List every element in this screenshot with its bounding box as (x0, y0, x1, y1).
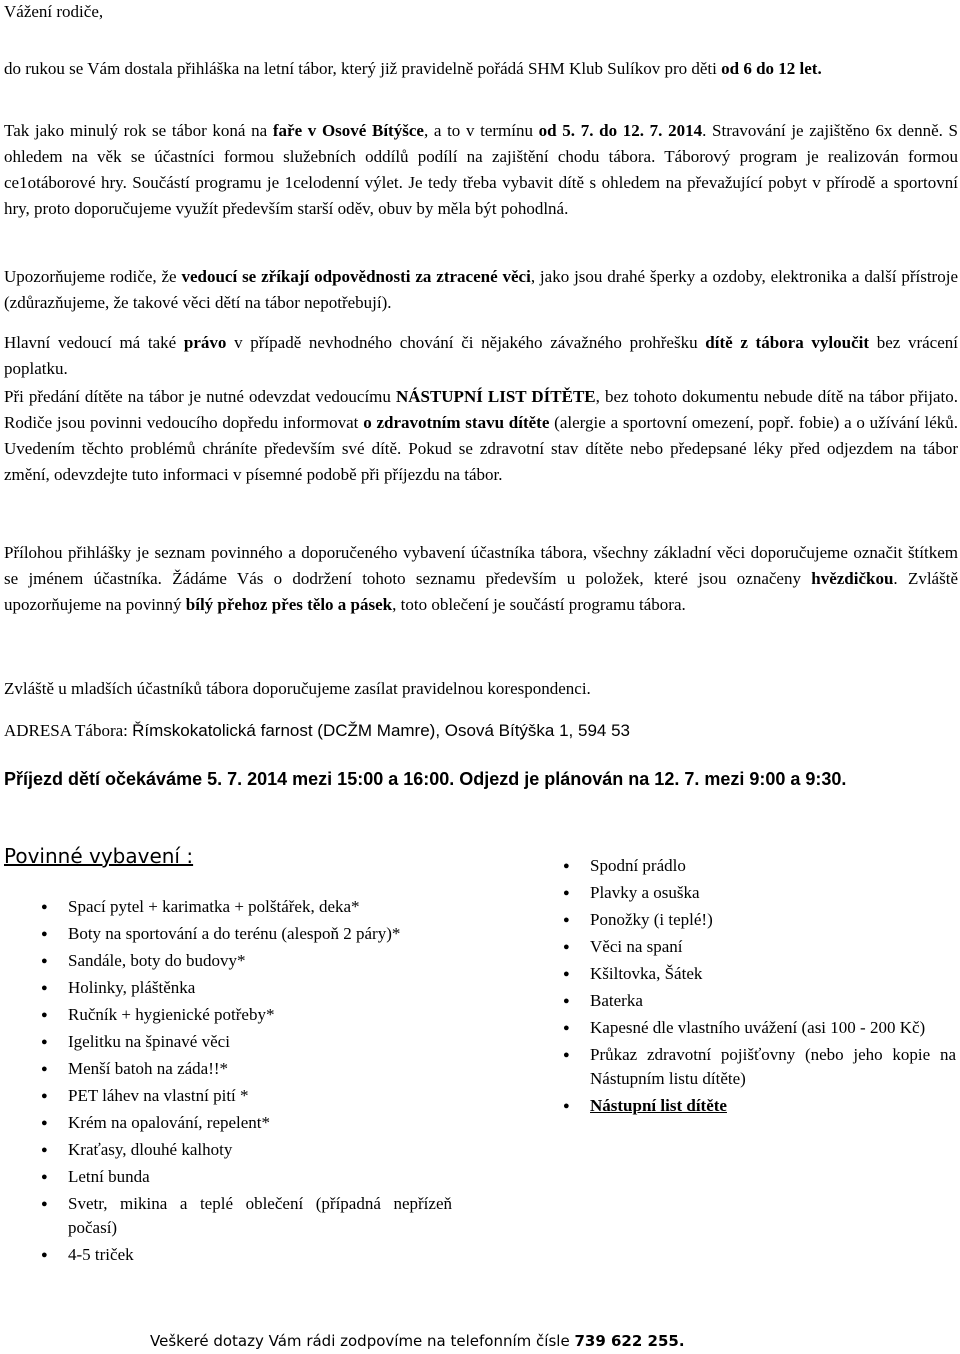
camp-info-text-3: . Stravování je zajištěno 6x denně. S ohledem na věk se účastníci formou služebních oddílů podílí na zajištění chodu tábora. Táborový program je realizován formou ce1otáborové hry. Součástí programu je 1celodenní výlet. Je tedy třeba vybavit dítě s ohledem na převažující pobyt v přírodě a sportovní hry, proto doporučujeme využít především starší oděv, obuv by měla být pohodlná. (4, 121, 958, 218)
age-range: od 6 do 12 let. (721, 59, 822, 78)
list-item: ● Kapesné dle vlastního uvážení (asi 100 - 200 Kč) (560, 1016, 956, 1040)
list-item: ● Ponožky (i teplé!) (560, 908, 956, 932)
expulsion-right: právo (183, 333, 227, 352)
expulsion-bold: dítě z tábora vyloučit (705, 333, 870, 352)
intro-text: do rukou se Vám dostala přihláška na letní tábor, který již pravidelně pořádá SHM Klub Sulíkov pro děti (4, 59, 722, 78)
address-label: ADRESA Tábora: (4, 721, 133, 740)
list-item: ● Letní bunda (38, 1165, 452, 1189)
entry-form-item: Nástupní list dítěte (590, 1096, 727, 1115)
list-item: ● Boty na sportování a do terénu (alespoň 2 páry)* (38, 922, 452, 946)
camp-address (4, 718, 630, 744)
list-item-entry-form (560, 1094, 956, 1118)
camp-dates: od 5. 7. do 12. 7. 2014 (538, 121, 703, 140)
camp-location: faře v Osové Bítýšce (272, 121, 424, 140)
list-item: ● 4-5 triček (38, 1243, 452, 1267)
handover-text-1: Při předání dítěte na tábor je nutné odevzdat vedoucímu (4, 387, 396, 406)
entry-form-name: NÁSTUPNÍ LIST DÍTĚTE (395, 387, 596, 406)
equipment-heading: Povinné vybavení : (4, 844, 194, 868)
health-state: o zdravotním stavu dítěte (363, 413, 550, 432)
expulsion-text-2: v případě nevhodného chování či nějakého závažného prohřešku (226, 333, 706, 352)
list-item: ● Baterka (560, 989, 956, 1013)
paragraph-camp-info (4, 118, 958, 222)
arrival-departure-info: Příjezd dětí očekáváme 5. 7. 2014 mezi 15:00 a 16:00. Odjezd je plánován na 12. 7. mezi 9:00 a 9:30. (4, 769, 847, 789)
footer-text: Veškeré dotazy Vám rádi zodpovíme na telefonním čísle (150, 1332, 575, 1350)
list-item: ● Spací pytel + karimatka + polštářek, deka* (38, 895, 452, 919)
paragraph-handover (4, 384, 958, 488)
equipment-list-right (560, 854, 956, 1121)
equipment-text-1: Přílohou přihlášky je seznam povinného a doporučeného vybavení účastníka tábora, všechny základní věci doporučujeme označit štítkem se jménem účastníka. Žádáme Vás o dodržení tohoto seznamu především u položek, které jsou označeny (4, 543, 958, 588)
list-item: ● Krém na opalování, repelent* (38, 1111, 452, 1135)
liability-text-1: Upozorňujeme rodiče, že (4, 267, 182, 286)
asterisk-word: hvězdičkou (811, 569, 894, 588)
equipment-text-2: . Zvláště upozorňujeme na povinný (4, 569, 958, 614)
greeting: Vážení rodiče, (4, 2, 104, 21)
footer-contact (150, 1332, 685, 1350)
list-item: ● Věci na spaní (560, 935, 956, 959)
list-item: ● Kšiltovka, Šátek (560, 962, 956, 986)
list-item: ● Průkaz zdravotní pojišťovny (nebo jeho kopie na Nástupním listu dítěte) (560, 1043, 956, 1091)
handover-text-3: (alergie a sportovní omezení, popř. fobie) a o užívání léků. Uvedením těchto problémů chráníte především své dítě. Pokud se zdravotní stav dítěte nebo předepsané léky před odjezdem na tábor změní, odevzdejte tuto informaci v písemné podobě při příjezdu na tábor. (4, 413, 959, 484)
camp-info-text-2: , a to v termínu (423, 121, 539, 140)
paragraph-equipment-intro (4, 540, 958, 618)
list-item: ● Igelitku na špinavé věci (38, 1030, 452, 1054)
list-item: ● Kraťasy, dlouhé kalhoty (38, 1138, 452, 1162)
list-item: ● Ručník + hygienické potřeby* (38, 1003, 452, 1027)
handover-text-2: , bez tohoto dokumentu nebude dítě na tábor přijato. Rodiče jsou povinni vedoucího dopředu informovat (4, 387, 959, 432)
list-item: ● Spodní prádlo (560, 854, 956, 878)
camp-info-text-1: Tak jako minulý rok se tábor koná na (4, 121, 273, 140)
paragraph-correspondence: Zvláště u mladších účastníků tábora doporučujeme zasílat pravidelnou korespondenci. (4, 679, 591, 698)
paragraph-intro (4, 56, 958, 82)
list-item: ● Menší batoh na záda!!* (38, 1057, 452, 1081)
expulsion-text-1: Hlavní vedoucí má také (4, 333, 184, 352)
address-value: Římskokatolická farnost (DCŽM Mamre), Osová Bítýška 1, 594 53 (132, 721, 630, 740)
list-item: ● PET láhev na vlastní pití * (38, 1084, 452, 1108)
list-item: ● Svetr, mikina a teplé oblečení (případná nepřízeň počasí) (38, 1192, 452, 1240)
phone-number: 739 622 255. (574, 1332, 685, 1350)
paragraph-liability (4, 264, 958, 316)
list-item: ● Plavky a osuška (560, 881, 956, 905)
list-item: ● Sandále, boty do budovy* (38, 949, 452, 973)
equipment-text-3: , toto oblečení je součástí programu tábora. (392, 595, 686, 614)
equipment-list-left (38, 895, 452, 1270)
paragraph-expulsion (4, 330, 958, 382)
liability-text-2: , jako jsou drahé šperky a ozdoby, elektronika a další přístroje (zdůrazňujeme, že takové věci dětí na tábor nepotřebují). (4, 267, 958, 312)
expulsion-text-3: bez vrácení poplatku. (4, 333, 958, 378)
liability-bold: vedoucí se zříkají odpovědnosti za ztracené věci (181, 267, 531, 286)
list-item: ● Holinky, pláštěnka (38, 976, 452, 1000)
white-cover-belt: bílý přehoz přes tělo a pásek (185, 595, 393, 614)
